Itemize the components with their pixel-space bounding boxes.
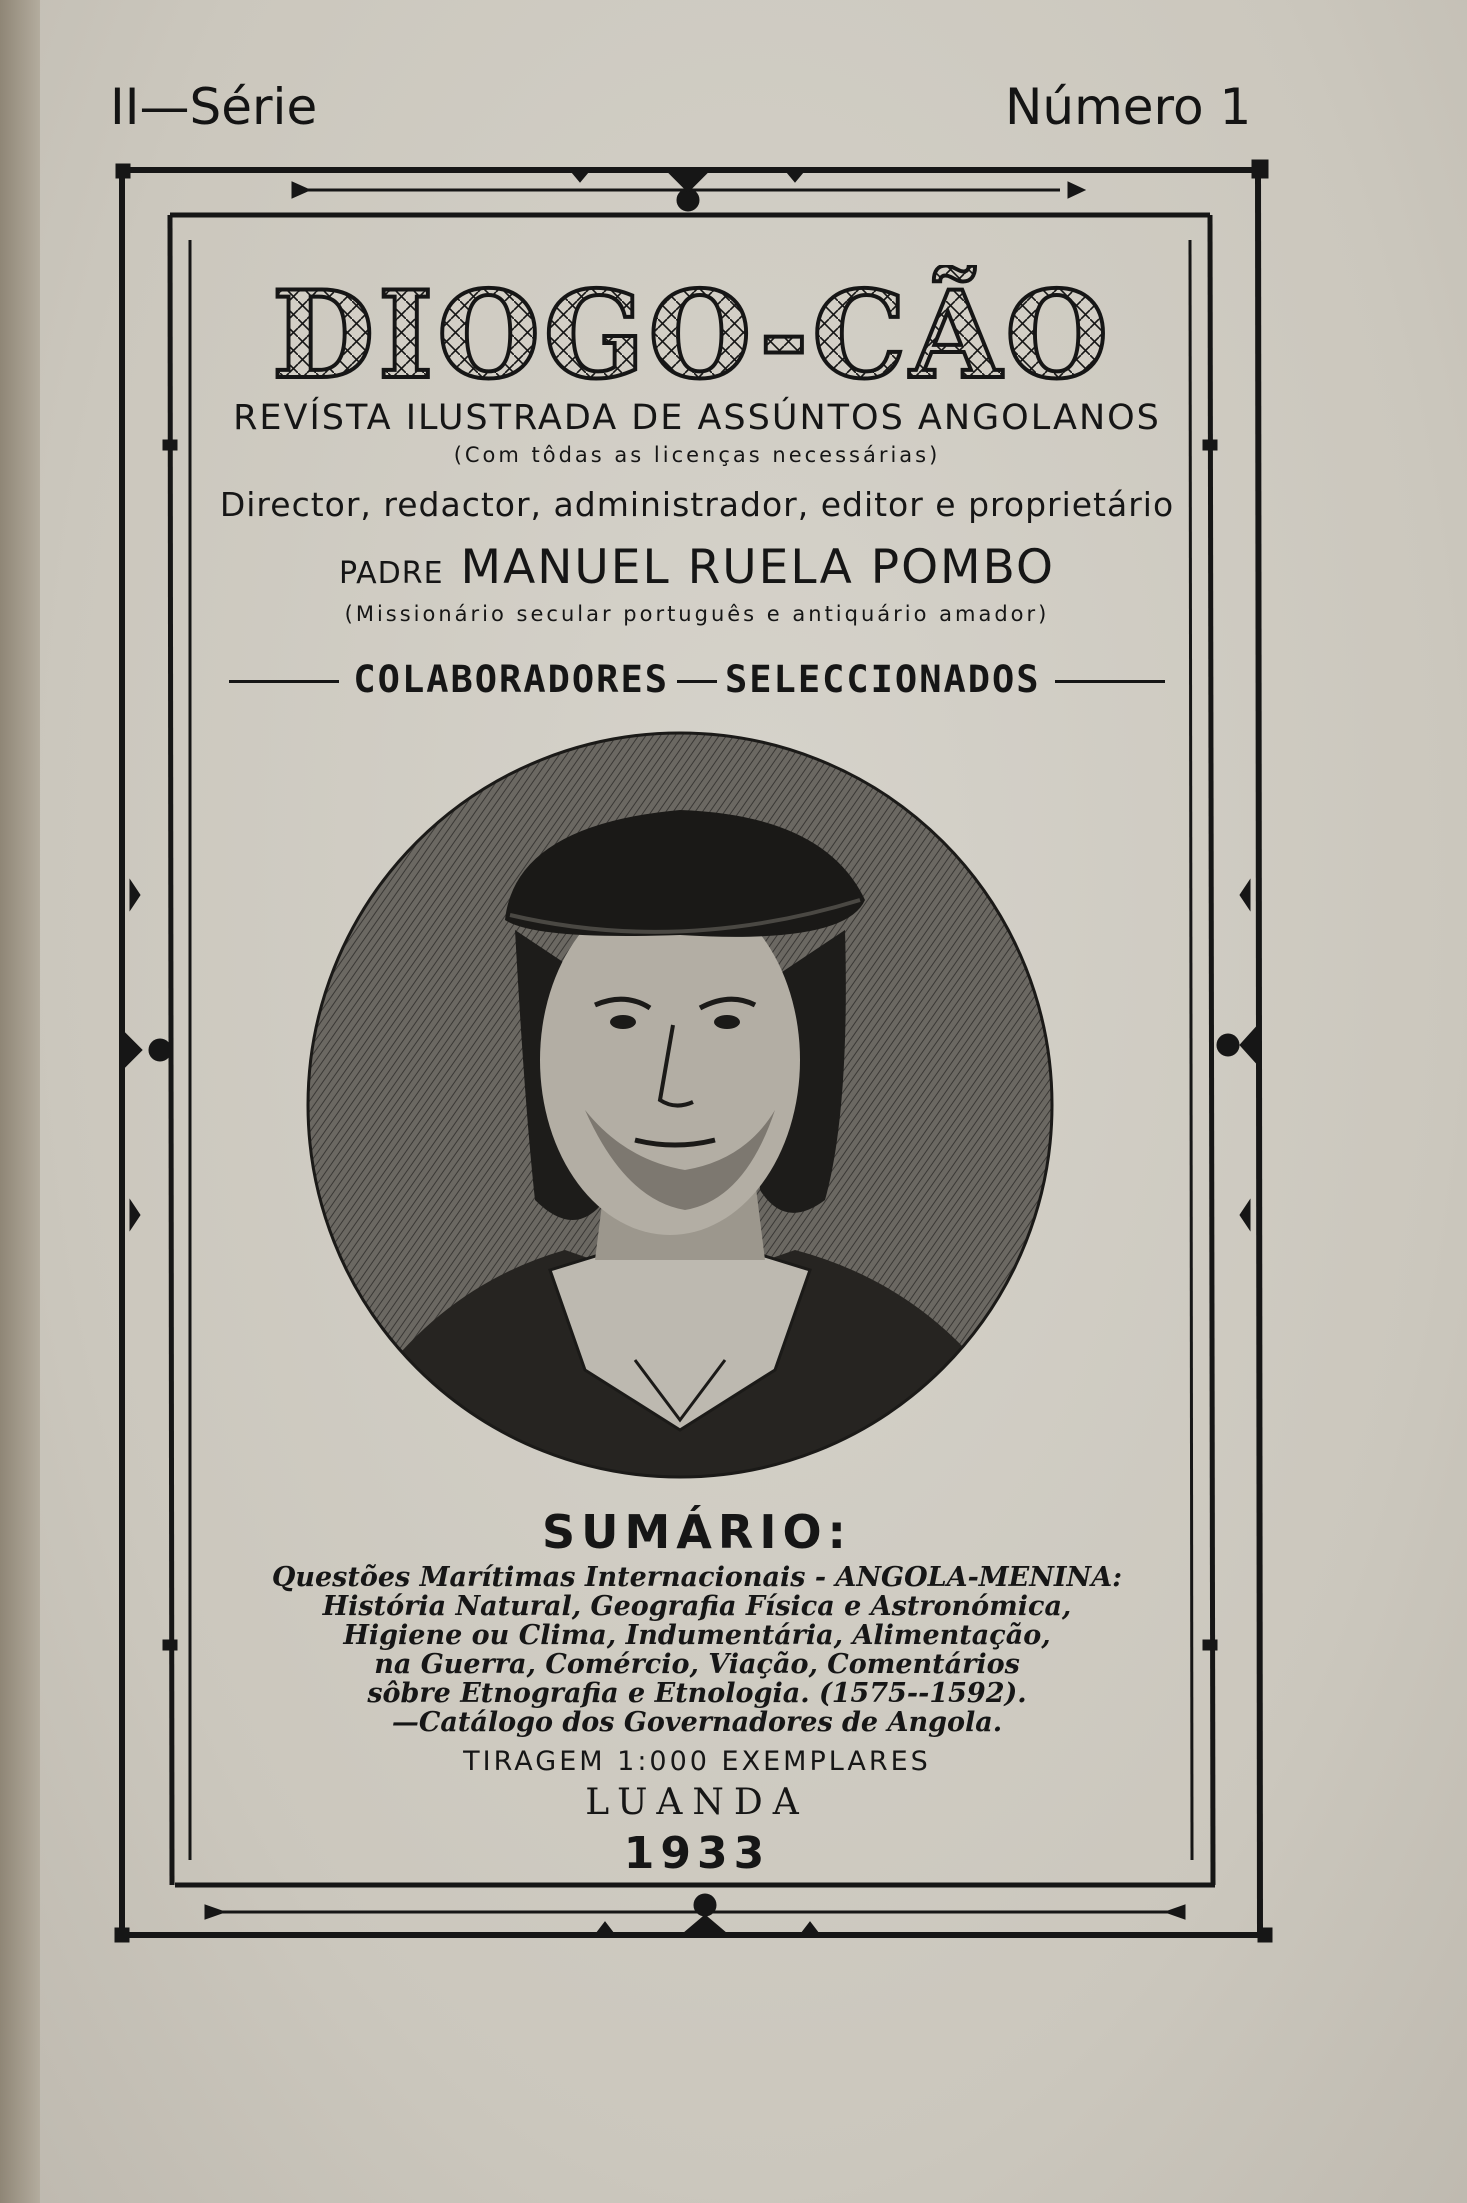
city: LUANDA xyxy=(585,1782,809,1823)
summary-line: Higiene ou Clima, Indumentária, Alimentação, xyxy=(343,1620,1051,1651)
issue-number: Número 1 xyxy=(1005,78,1252,136)
editor-name: MANUEL RUELA POMBO xyxy=(460,540,1056,595)
title-text: DIOGO-CÃO xyxy=(272,265,1112,395)
portrait-medallion xyxy=(305,730,1055,1480)
selected-label: SELECCIONADOS xyxy=(725,658,1041,701)
print-run: TIRAGEM 1:000 EXEMPLARES xyxy=(463,1746,931,1777)
rule-left xyxy=(229,680,339,683)
series-label: II—Série xyxy=(110,78,318,136)
summary-list xyxy=(182,1563,1212,1737)
summary-line: Questões Marítimas Internacionais - ANGOLA-MENINA: xyxy=(271,1562,1123,1593)
summary-line: História Natural, Geografia Física e Astronómica, xyxy=(322,1591,1072,1622)
editor-roles: Director, redactor, administrador, editor e proprietário xyxy=(219,485,1175,524)
summary-line: —Catálogo dos Governadores de Angola. xyxy=(391,1707,1003,1738)
editor-note: (Missionário secular português e antiquário amador) xyxy=(344,602,1050,626)
summary-heading: SUMÁRIO: xyxy=(542,1505,852,1559)
licence-note: (Com tôdas as licenças necessárias) xyxy=(453,443,941,467)
rule-right xyxy=(1055,680,1165,683)
magazine-title xyxy=(262,265,1122,395)
collaborators-line xyxy=(182,658,1212,701)
editor-line xyxy=(182,540,1212,595)
summary-line: na Guerra, Comércio, Viação, Comentários xyxy=(374,1649,1020,1680)
editor-prefix: PADRE xyxy=(338,556,444,591)
summary-line: sôbre Etnografia e Etnologia. (1575--1592). xyxy=(367,1678,1027,1709)
publication-year: 1933 xyxy=(623,1828,771,1879)
rule-middle xyxy=(677,680,717,683)
collaborators-label: COLABORADORES xyxy=(353,658,669,701)
magazine-subtitle: REVÍSTA ILUSTRADA DE ASSÚNTOS ANGOLANOS xyxy=(233,398,1161,438)
